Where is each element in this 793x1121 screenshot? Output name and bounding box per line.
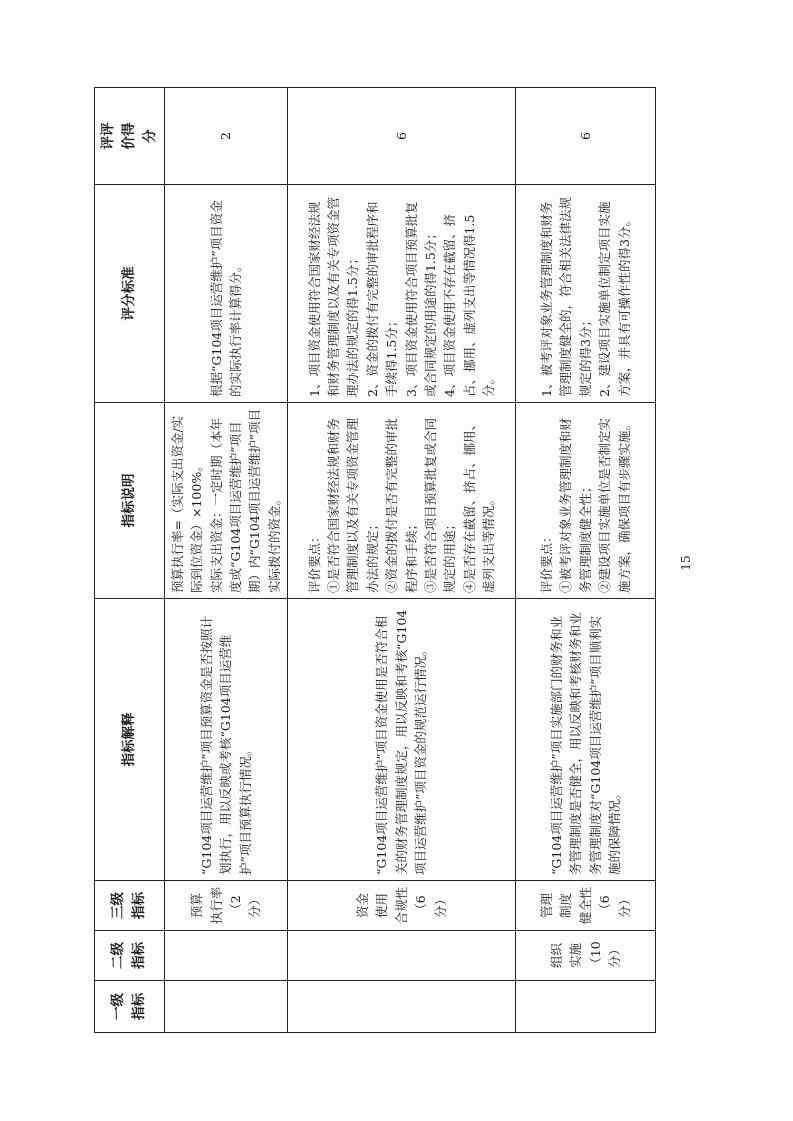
- header-desc: 指标说明: [95, 403, 165, 599]
- rotated-table-container: [94, 88, 639, 1033]
- cell-level2: [288, 931, 516, 981]
- cell-score: 6: [516, 88, 656, 185]
- cell-level1: [164, 981, 287, 1033]
- cell-desc: 评价要点： ①是否符合国家财经法规和财务管理制度以及有关专项资金管理办法的规定； ②资金的拨付是否有完整的审批程序和手续； ③是否符合项目预算批复或合同规定的用途； ④是否存在截留、挤占、挪用、虚列支出等情况。: [288, 403, 516, 599]
- cell-level3: 预算 执行率 （2分）: [164, 881, 287, 931]
- cell-level3: 管理 制度 健全性 （6分）: [516, 881, 656, 931]
- cell-desc: 预算执行率=（实际支出资金/实际到位资金）×100%。 实际支出资金：一定时期（本年度或“G104项目运营维护”项目期）内“G104项目运营维护”项目实际拨付的资金。: [164, 403, 287, 599]
- cell-standard: 1、被考评对象业务管理制度和财务管理制度健全的，符合相关法律法规规定的得3分； 2、建设项目实施单位制定项目实施方案，并具有可操作性的得3分。: [516, 185, 656, 403]
- table-row: [516, 88, 656, 1033]
- header-row: [95, 88, 165, 1033]
- cell-score: 6: [288, 88, 516, 185]
- cell-level2: [164, 931, 287, 981]
- cell-level1: [516, 981, 656, 1033]
- header-level1: 一级 指标: [95, 981, 165, 1033]
- cell-level2: 组织 实施 （10 分）: [516, 931, 656, 981]
- cell-score: 2: [164, 88, 287, 185]
- cell-standard: 1、项目资金使用符合国家财经法规和财务管理制度以及有关专项资金管理办法的规定的得1.5分； 2、资金的拨付有完整的审批程序和手续得1.5分； 3、项目资金使用符合项目预算批复或合同规定的用途的得1.5分； 4、项目资金使用不存在截留、挤占、挪用、虚列支出等情况得1.5分。: [288, 185, 516, 403]
- header-standard: 评分标准: [95, 185, 165, 403]
- header-score: 评评 价得 分: [95, 88, 165, 185]
- table-row: [288, 88, 516, 1033]
- cell-explain: “G104项目运营维护”项目资金使用是否符合相关的财务管理制度规定，用以反映和考核“G104项目运营维护”项目资金的规范运行情况。: [288, 599, 516, 881]
- cell-desc: 评价要点： ①被考评对象业务管理制度和财务管理制度健全性； ②建设项目实施单位是否制定实施方案，确保项目有步骤实施。: [516, 403, 656, 599]
- cell-level1: [288, 981, 516, 1033]
- header-level2: 二级 指标: [95, 931, 165, 981]
- cell-standard: 根据“G104项目运营维护”项目资金的实际执行率计算得分。: [164, 185, 287, 403]
- table-row: [164, 88, 287, 1033]
- cell-explain: “G104项目运营维护”项目实施部门的财务和业务管理制度是否健全，用以反映和考核财务和业务管理制度对“G104项目运营维护”项目顺利实施的保障情况。: [516, 599, 656, 881]
- cell-explain: “G104项目运营维护”项目预算资金是否按照计划执行，用以反映或考核“G104项目运营维护”项目预算执行情况。: [164, 599, 287, 881]
- header-explain: 指标解释: [95, 599, 165, 881]
- cell-level3: 资金 使用 合规性 （6分）: [288, 881, 516, 931]
- evaluation-table: [94, 87, 656, 1033]
- header-level3: 三级 指标: [95, 881, 165, 931]
- page-number: 15: [679, 555, 693, 571]
